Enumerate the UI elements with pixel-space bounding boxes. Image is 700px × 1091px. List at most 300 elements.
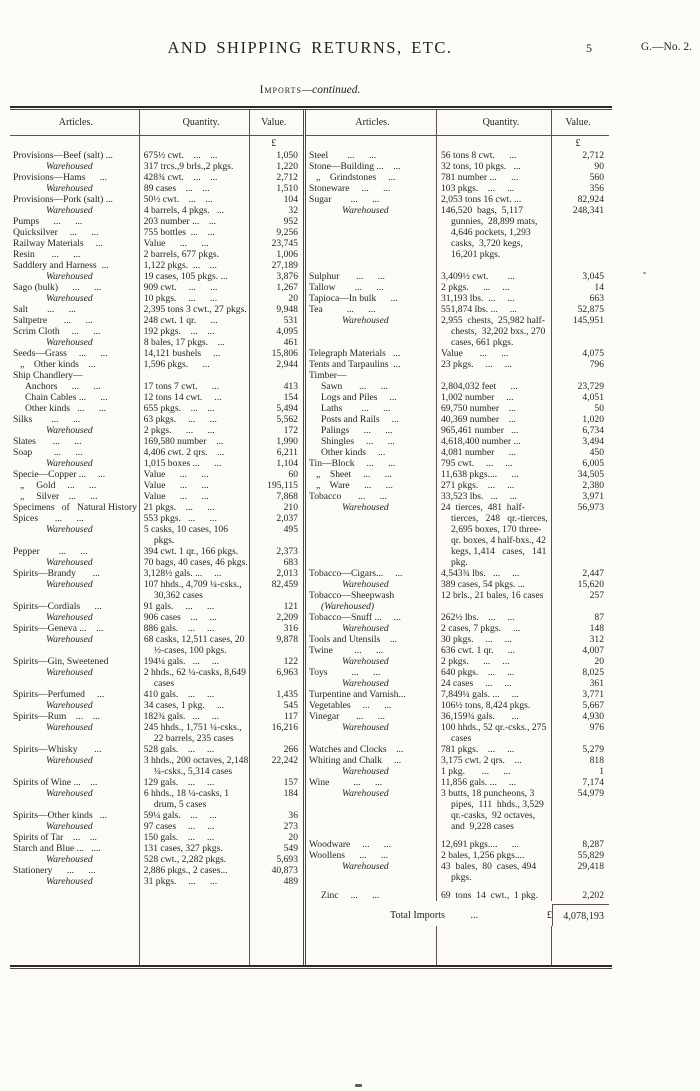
value-cell: 1,990 — [276, 436, 298, 447]
table-row — [10, 348, 303, 359]
value-cell: 14 — [594, 282, 604, 293]
table-row — [306, 645, 609, 656]
quantity-cell: 551,874 lbs. ... ... — [437, 304, 552, 315]
value-cell: 312 — [589, 634, 604, 645]
article-cell: Whiting and Chalk ... — [306, 755, 437, 766]
value-cell: 55,829 — [577, 850, 604, 861]
table-row — [10, 447, 303, 458]
value-cell: 1,220 — [276, 161, 298, 172]
quantity-cell: 33,523 lbs. ... ... — [437, 491, 552, 502]
article-cell: Spirits—Brandy ... — [10, 568, 140, 579]
table-row — [306, 480, 609, 491]
quantity-cell: 30 pkgs. ... ... — [437, 634, 552, 645]
quantity-cell: 11,638 pkgs.... ... — [437, 469, 552, 480]
filler-row — [306, 926, 609, 965]
table-row — [10, 788, 303, 810]
table-row — [306, 788, 609, 832]
value-cell: 495 — [283, 524, 298, 535]
table-row — [306, 612, 609, 623]
table-bottom-rule — [10, 965, 612, 969]
value-cell: 545 — [283, 700, 298, 711]
table-row — [306, 172, 609, 183]
value-cell: 50 — [594, 403, 604, 414]
table-row — [10, 865, 303, 876]
value-cell: 3,876 — [276, 271, 298, 282]
quantity-cell: 3,128½ gals. ... ... — [140, 568, 250, 579]
table-row — [306, 150, 609, 161]
quantity-cell: 21 pkgs. ... ... — [140, 502, 250, 513]
table-row — [10, 667, 303, 689]
quantity-cell: 169,580 number ... — [140, 436, 250, 447]
table-row — [10, 425, 303, 436]
quantity-cell: 10 pkgs. ... ... — [140, 293, 250, 304]
article-cell: Twine ... ... — [306, 645, 437, 656]
quantity-cell: 636 cwt. 1 qr. ... — [437, 645, 552, 656]
value-cell: 1,510 — [276, 183, 298, 194]
article-cell — [306, 260, 437, 271]
value-cell: 5,693 — [276, 854, 298, 865]
quantity-cell: 4,543¾ lbs. ... ... — [437, 568, 552, 579]
value-cell: 195,115 — [267, 480, 298, 491]
value-cell: 29,418 — [577, 861, 604, 872]
quantity-cell: 909 cwt. ... ... — [140, 282, 250, 293]
table-row — [306, 700, 609, 711]
table-row — [306, 850, 609, 861]
article-cell: Tapioca—In bulk ... — [306, 293, 437, 304]
value-cell: 54,979 — [577, 788, 604, 799]
article-cell: Salt ... ... — [10, 304, 140, 315]
value-cell: 257 — [589, 590, 604, 601]
quantity-cell: 2 pkgs. ... ... — [140, 425, 250, 436]
value-cell: 5,494 — [276, 403, 298, 414]
value-cell: 148 — [589, 623, 604, 634]
article-cell: Tools and Utensils ... — [306, 634, 437, 645]
currency-row — [306, 136, 609, 150]
quantity-cell: 32 tons, 10 pkgs. ... — [437, 161, 552, 172]
article-cell: Logs and Piles ... — [306, 392, 437, 403]
quantity-cell: 7,849¼ gals. ... ... — [437, 689, 552, 700]
table-row — [306, 568, 609, 579]
article-cell: Steel ... ... — [306, 150, 437, 161]
value-cell: 23,729 — [577, 381, 604, 392]
value-cell: 8,287 — [582, 839, 604, 850]
value-cell — [552, 832, 609, 839]
table-row — [10, 458, 303, 469]
quantity-cell: 14,121 bushels ... — [140, 348, 250, 359]
article-cell: Saddlery and Harness ... — [10, 260, 140, 271]
table-row — [306, 634, 609, 645]
table-row — [10, 293, 303, 304]
quantity-cell: 428¾ cwt. ... ... — [140, 172, 250, 183]
article-cell: Warehoused — [306, 722, 437, 744]
quantity-cell: 2 hhds., 62 ¼-casks, 8,649 cases — [140, 667, 250, 689]
value-cell: 1,020 — [582, 414, 604, 425]
table-row — [306, 579, 609, 590]
article-cell: Turpentine and Varnish... — [306, 689, 437, 700]
article-cell: Warehoused — [10, 161, 140, 172]
value-cell: 154 — [283, 392, 298, 403]
article-cell: Wine ... ... — [306, 777, 437, 788]
article-cell: Warehoused — [306, 656, 437, 667]
value-cell: 3,045 — [582, 271, 604, 282]
quantity-cell: 100 hhds., 52 qr.-csks., 275 cases — [437, 722, 552, 744]
quantity-cell: 5 casks, 10 cases, 106 pkgs. — [140, 524, 250, 546]
quantity-cell: 781 number ... ... — [437, 172, 552, 183]
table-row — [10, 623, 303, 634]
value-cell — [250, 370, 303, 381]
value-cell: 5,562 — [276, 414, 298, 425]
quantity-cell: 12 tons 14 cwt. ... — [140, 392, 250, 403]
table-row — [10, 381, 303, 392]
col-header-articles: Articles. — [10, 110, 140, 136]
value-cell: 6,734 — [582, 425, 604, 436]
value-cell: 4,075 — [582, 348, 604, 359]
article-cell: Stationery ... ... — [10, 865, 140, 876]
article-cell: Soap ... ... — [10, 447, 140, 458]
quantity-cell — [437, 260, 552, 271]
quantity-cell: 24 tierces, 481 half-tierces, 248 qr.-tierces, 2,695 boxes, 170 three-qr. boxes, 4 half-bxs., 42 kegs, 1,414 cases, 141 pkg. — [437, 502, 552, 568]
value-cell: 36 — [288, 810, 298, 821]
value-cell: 683 — [283, 557, 298, 568]
quantity-cell: 59¼ gals. ... ... — [140, 810, 250, 821]
quantity-cell: 4,618,400 number ... — [437, 436, 552, 447]
table-row — [10, 524, 303, 546]
article-cell: Ship Chandlery— — [10, 370, 140, 381]
quantity-cell: 1,596 pkgs. ... — [140, 359, 250, 370]
table-row — [306, 689, 609, 700]
value-cell: 157 — [283, 777, 298, 788]
article-cell: Laths ... ... — [306, 403, 437, 414]
quantity-cell: 34 cases, 1 pkg. ... — [140, 700, 250, 711]
table-row — [306, 447, 609, 458]
quantity-cell: 17 tons 7 cwt. ... — [140, 381, 250, 392]
table-row — [10, 843, 303, 854]
value-cell: 23,745 — [271, 238, 298, 249]
table-row — [10, 755, 303, 777]
value-cell: 117 — [283, 711, 298, 722]
table-row — [10, 403, 303, 414]
table-row — [306, 359, 609, 370]
article-cell: Resin ... ... — [10, 249, 140, 260]
quantity-cell: 2 cases, 7 pkgs. ... — [437, 623, 552, 634]
quantity-cell: 4,406 cwt. 2 qrs. ... — [140, 447, 250, 458]
article-cell: Warehoused — [10, 293, 140, 304]
value-cell: 6,005 — [582, 458, 604, 469]
quantity-cell — [437, 370, 552, 381]
quantity-cell: 23 pkgs. ... ... — [437, 359, 552, 370]
article-cell: Starch and Blue ... .... — [10, 843, 140, 854]
table-row — [10, 513, 303, 524]
value-cell: 2,712 — [276, 172, 298, 183]
article-cell: Saltpetre ... ... — [10, 315, 140, 326]
value-cell: 549 — [283, 843, 298, 854]
quantity-cell: 182¾ gals. ... ... — [140, 711, 250, 722]
value-cell: 9,948 — [276, 304, 298, 315]
quantity-cell: 31 pkgs. ... ... — [140, 876, 250, 887]
article-cell: Warehoused — [10, 788, 140, 810]
article-cell: Warehoused — [10, 524, 140, 546]
value-cell: 976 — [589, 722, 604, 733]
article-cell: Vinegar ... ... — [306, 711, 437, 722]
article-cell: Warehoused — [306, 502, 437, 568]
quantity-cell: 2,886 pkgs., 2 cases... — [140, 865, 250, 876]
quantity-cell: Value ... ... — [437, 348, 552, 359]
col-header-value: Value. — [552, 110, 609, 136]
value-cell: 818 — [589, 755, 604, 766]
value-cell: 40,873 — [271, 865, 298, 876]
col-header-quantity: Quantity. — [140, 110, 250, 136]
article-cell: Sawn ... ... — [306, 381, 437, 392]
quantity-cell: 1 pkg. ... ... — [437, 766, 552, 777]
quantity-cell: 675½ cwt. ... ... — [140, 150, 250, 161]
value-cell: 20 — [288, 832, 298, 843]
table-row — [306, 755, 609, 766]
quantity-cell: 3,409½ cwt. ... — [437, 271, 552, 282]
quantity-cell: 394 cwt. 1 qr., 166 pkgs. — [140, 546, 250, 557]
article-cell: Toys ... ... — [306, 667, 437, 678]
table-row — [10, 601, 303, 612]
table-row — [10, 469, 303, 480]
value-cell: 20 — [594, 656, 604, 667]
value-cell: 2,944 — [276, 359, 298, 370]
table-row — [306, 839, 609, 850]
quantity-cell: 40,369 number ... — [437, 414, 552, 425]
table-row — [306, 667, 609, 678]
table-row — [306, 161, 609, 172]
article-cell: Seeds—Grass ... ... — [10, 348, 140, 359]
article-cell: Warehoused — [306, 205, 437, 260]
table-row — [10, 579, 303, 601]
article-cell: Specie—Copper ... ... — [10, 469, 140, 480]
quantity-cell: 131 cases, 327 pkgs. — [140, 843, 250, 854]
table-row — [10, 876, 303, 887]
value-cell: 796 — [589, 359, 604, 370]
value-cell: 2,037 — [276, 513, 298, 524]
table-row — [10, 810, 303, 821]
article-cell: Sugar ... ... — [306, 194, 437, 205]
quantity-cell: 150 gals. ... ... — [140, 832, 250, 843]
table-row — [306, 861, 609, 883]
table-row — [10, 612, 303, 623]
table-subtitle — [0, 84, 620, 96]
value-cell: 2,013 — [276, 568, 298, 579]
table-row — [306, 678, 609, 689]
value-cell: 3,494 — [582, 436, 604, 447]
spacer-row — [306, 260, 609, 271]
article-cell: Provisions—Beef (salt) ... — [10, 150, 140, 161]
table-row — [306, 381, 609, 392]
table-right-half — [306, 110, 609, 965]
quantity-cell: 4 barrels, 4 pkgs. ... — [140, 205, 250, 216]
table-row — [306, 348, 609, 359]
table-row — [306, 458, 609, 469]
table-row — [306, 744, 609, 755]
table-row — [10, 337, 303, 348]
quantity-cell: 70 bags, 40 cases, 46 pkgs. — [140, 557, 250, 568]
total-label: Total Imports ... — [390, 910, 479, 921]
value-cell: 22,242 — [271, 755, 298, 766]
quantity-cell: 19 cases, 105 pkgs. ... — [140, 271, 250, 282]
column-header-row — [306, 110, 609, 136]
article-cell: Spirits—Cordials ... — [10, 601, 140, 612]
table-row — [306, 722, 609, 744]
quantity-cell: 36,159¾ gals. ... — [437, 711, 552, 722]
quantity-cell: 528 cwt., 2,282 pkgs. — [140, 854, 250, 865]
value-cell: 952 — [283, 216, 298, 227]
value-cell: 1,267 — [276, 282, 298, 293]
article-cell: Warehoused — [306, 861, 437, 883]
value-cell: 121 — [283, 601, 298, 612]
quantity-cell: 2,955 chests, 25,982 half-chests, 32,202 bxs., 270 cases, 661 pkgs. — [437, 315, 552, 348]
quantity-cell: 2,395 tons 3 cwt., 27 pkgs. — [140, 304, 250, 315]
article-cell: Warehoused — [10, 271, 140, 282]
value-cell: 361 — [589, 678, 604, 689]
article-cell: Warehoused — [10, 337, 140, 348]
table-row — [306, 777, 609, 788]
quantity-cell: 965,461 number ... — [437, 425, 552, 436]
table-row — [10, 854, 303, 865]
table-row — [10, 249, 303, 260]
quantity-cell: 2 pkgs. ... ... — [437, 656, 552, 667]
table-row — [10, 392, 303, 403]
quantity-cell — [437, 883, 552, 890]
quantity-cell: 317 trcs.,9 brls.,2 pkgs. — [140, 161, 250, 172]
value-cell: 531 — [283, 315, 298, 326]
quantity-cell — [140, 370, 250, 381]
value-cell — [552, 260, 609, 271]
table-row — [306, 414, 609, 425]
article-cell: Spirits—Geneva ... ... — [10, 623, 140, 634]
article-cell: Sago (bulk) ... ... — [10, 282, 140, 293]
quantity-cell: 3 butts, 18 puncheons, 3 pipes, 111 hhds., 3,529 qr.-casks, 92 octaves, and 9,228 cases — [437, 788, 552, 832]
quantity-cell: 2 pkgs. ... ... — [437, 282, 552, 293]
article-cell: Spices ... ... — [10, 513, 140, 524]
total-row — [306, 904, 609, 926]
col-header-quantity: Quantity. — [437, 110, 552, 136]
value-cell: 32 — [288, 205, 298, 216]
table-row — [306, 656, 609, 667]
column-header-row — [10, 110, 303, 136]
value-cell: 184 — [283, 788, 298, 799]
article-cell: „ Ware ... ... — [306, 480, 437, 491]
article-cell: Vegetables ... ... — [306, 700, 437, 711]
currency-symbol: £ — [575, 138, 581, 149]
article-cell: Spirits—Other kinds ... — [10, 810, 140, 821]
article-cell: Warehoused — [10, 722, 140, 744]
table-row — [10, 282, 303, 293]
value-cell: 52,875 — [577, 304, 604, 315]
table-row — [306, 194, 609, 205]
article-cell: Spirits of Wine ... ... — [10, 777, 140, 788]
quantity-cell: 553 pkgs. ... ... — [140, 513, 250, 524]
quantity-cell: 89 cases ... ... — [140, 183, 250, 194]
value-cell: 6,211 — [276, 447, 298, 458]
value-cell: 56,973 — [577, 502, 604, 513]
quantity-cell: 1,015 boxes ... ... — [140, 458, 250, 469]
article-cell: Scrim Cloth ... ... — [10, 326, 140, 337]
value-cell: 172 — [283, 425, 298, 436]
article-cell: Specimens of Natural History — [10, 502, 140, 513]
value-cell: 60 — [288, 469, 298, 480]
table-row — [10, 227, 303, 238]
quantity-cell: 271 pkgs. ... ... — [437, 480, 552, 491]
scan-artifact — [355, 1084, 362, 1087]
value-cell: 4,007 — [582, 645, 604, 656]
article-cell: Tobacco ... ... — [306, 491, 437, 502]
quantity-cell: 203 number ... ... — [140, 216, 250, 227]
article-subline: (Warehoused) — [321, 601, 375, 612]
article-cell: Tents and Tarpaulins ... — [306, 359, 437, 370]
table-row — [10, 546, 303, 557]
subtitle-continued: —continued. — [301, 84, 361, 96]
quantity-cell: Value ... ... — [140, 480, 250, 491]
value-cell: 8,025 — [582, 667, 604, 678]
article-cell: Quicksilver ... ... — [10, 227, 140, 238]
table-row — [10, 634, 303, 656]
value-cell: 2,209 — [276, 612, 298, 623]
table-row — [306, 711, 609, 722]
quantity-cell — [437, 832, 552, 839]
table-row — [10, 689, 303, 700]
table-row — [10, 205, 303, 216]
table-row — [10, 194, 303, 205]
article-cell: Telegraph Materials ... — [306, 348, 437, 359]
page-number: 5 — [586, 41, 592, 55]
quantity-cell: 107 hhds., 4,709 ¼-csks., 30,362 cases — [140, 579, 250, 601]
quantity-cell: 69,750 number ... — [437, 403, 552, 414]
article-cell: Warehoused — [306, 315, 437, 348]
article-cell: „ Other kinds ... — [10, 359, 140, 370]
value-cell: 248,341 — [572, 205, 604, 216]
quantity-cell: 11,856 gals. ... ... — [437, 777, 552, 788]
value-cell: 4,930 — [582, 711, 604, 722]
quantity-cell: 12,691 pkgs.... ... — [437, 839, 552, 850]
table-row — [306, 491, 609, 502]
article-cell: Warehoused — [10, 579, 140, 601]
imports-table — [10, 106, 612, 969]
table-row — [10, 216, 303, 227]
table-row — [10, 832, 303, 843]
value-cell: 663 — [589, 293, 604, 304]
article-cell: Timber— — [306, 370, 437, 381]
table-left-half — [10, 110, 306, 965]
table-row — [10, 161, 303, 172]
article-cell: „ Silver ... ... — [10, 491, 140, 502]
value-cell: 3,771 — [582, 689, 604, 700]
value-cell: 489 — [283, 876, 298, 887]
value-cell: 2,712 — [582, 150, 604, 161]
table-row — [10, 700, 303, 711]
article-cell: Provisions—Pork (salt) ... — [10, 194, 140, 205]
value-cell: 1,104 — [276, 458, 298, 469]
quantity-cell: 886 gals. ... ... — [140, 623, 250, 634]
value-cell: 1 — [599, 766, 604, 777]
quantity-cell: 56 tons 8 cwt. ... — [437, 150, 552, 161]
article-cell — [306, 883, 437, 890]
quantity-cell: 248 cwt. 1 qr. ... — [140, 315, 250, 326]
value-cell: 4,051 — [582, 392, 604, 403]
article-cell: Anchors ... ... — [10, 381, 140, 392]
table-row — [10, 238, 303, 249]
article-cell: Warehoused — [10, 458, 140, 469]
article-cell: Warehoused — [10, 876, 140, 887]
quantity-cell: 103 pkgs. ... ... — [437, 183, 552, 194]
value-cell: 15,620 — [577, 579, 604, 590]
value-cell: 122 — [283, 656, 298, 667]
quantity-cell: 2,804,032 feet ... — [437, 381, 552, 392]
col-header-articles: Articles. — [306, 110, 437, 136]
quantity-cell: 410 gals. ... ... — [140, 689, 250, 700]
